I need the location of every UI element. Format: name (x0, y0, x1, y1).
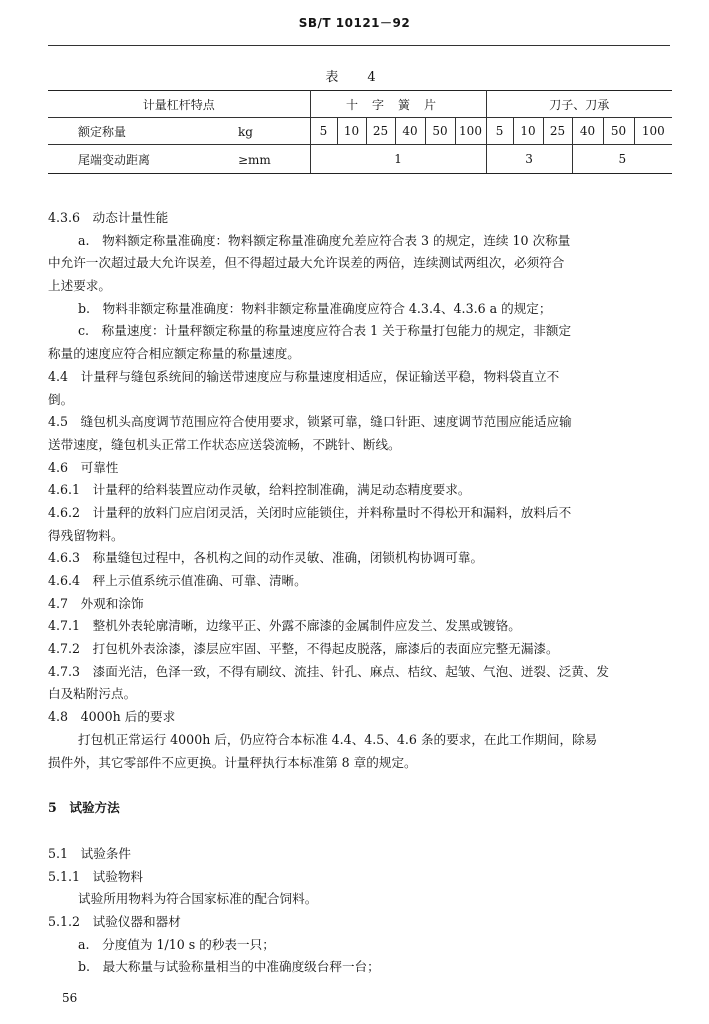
text-line: c. 称量速度：计量秤额定称量的称量速度应符合表 1 关于称量打包能力的规定，非额定 (78, 323, 572, 339)
text-line: 试验所用物料为符合国家标准的配合饲料。 (78, 891, 318, 907)
chapter-heading: 5 试验方法 (48, 800, 120, 816)
header-rule (48, 45, 670, 46)
clause-heading: 5.1 试验条件 (48, 845, 131, 861)
clause-heading: 4.3.6 动态计量性能 (48, 210, 169, 225)
group-a-label: 十字簧片 (346, 97, 451, 112)
clause-heading: 4.8 4000h 后的要求 (48, 709, 176, 725)
standard-code-header: SB/T 10121－92 (298, 16, 411, 30)
text-line: a. 物料额定称量准确度：物料额定称量准确度允差应符合表 3 的规定，连续 10 次称量 (78, 232, 571, 248)
text-line: 4.7.1 整机外表轮廓清晰，边缘平正、外露不廍漆的金属制件应发兰、发黑或镀铬。 (48, 618, 521, 634)
text-line: a. 分度值为 1/10 s 的秒表一只； (78, 936, 275, 952)
text-line: 倒。 (48, 391, 74, 407)
group-b-header: 刀子、刀承 (486, 91, 672, 118)
capacity-cell: 25 (366, 118, 395, 145)
text-line: 上述要求。 (48, 278, 111, 294)
capacity-unit: kg (238, 124, 253, 139)
text-line: b. 最大称量与试验称量相当的中准确度级台秤一台； (78, 959, 380, 975)
clause-heading: 5.1.2 试验仪器和器材 (48, 913, 181, 929)
page-number: 56 (62, 991, 78, 1005)
capacity-label-cell (48, 118, 310, 145)
text-line: 4.6.4 秤上示值系统示值准确、可靠、清晰。 (48, 573, 307, 588)
capacity-cell: 50 (603, 118, 634, 145)
capacity-cell: 100 (634, 118, 672, 145)
clause-heading: 5.1.1 试验物料 (48, 868, 144, 884)
text-line: 4.6.1 计量秤的给料装置应动作灵敏，给料控制准确，满足动态精度要求。 (48, 482, 471, 498)
tail-cell: 5 (572, 145, 672, 174)
capacity-cell: 100 (455, 118, 486, 145)
tail-unit: ≥mm (238, 152, 271, 167)
capacity-cell: 10 (337, 118, 366, 145)
body-text (48, 207, 670, 979)
table-row-tail-distance (48, 145, 672, 174)
table-row-capacity (48, 118, 672, 145)
capacity-cell: 40 (395, 118, 425, 145)
text-line: 打包机正常运行 4000h 后，仍应符合本标准 4.4、4.5、4.6 条的要求，在此工作期间，除易 (78, 731, 598, 747)
capacity-label: 额定称量 (78, 124, 127, 139)
table-header-row (48, 91, 672, 118)
tail-cell: 1 (310, 145, 486, 174)
capacity-cell: 5 (310, 118, 337, 145)
tail-label: 尾端变动距离 (78, 152, 151, 167)
text-line: 4.6.3 称量缝包过程中，各机构之间的动作灵敏、准确，闭锁机构协调可靠。 (48, 550, 484, 566)
text-line: 4.6.2 计量秤的放料门应启闭灵活，关闭时应能锁住，并料称量时不得松开和漏料，放料后不 (48, 504, 572, 520)
capacity-cell: 50 (425, 118, 455, 145)
spacer (48, 820, 670, 843)
tail-label-cell (48, 145, 310, 174)
table-4 (48, 90, 672, 174)
clause-heading: 4.6 可靠性 (48, 459, 119, 475)
text-line: b. 物料非额定称量准确度：物料非额定称量准确度应符合 4.3.4、4.3.6 a 的规定； (78, 300, 552, 316)
capacity-cell: 10 (513, 118, 543, 145)
text-line: 中允许一次超过最大允许误差，但不得超过最大允许误差的两倍，连续测试两组次，必须符合 (48, 255, 565, 271)
text-line: 得残留物料。 (48, 527, 124, 543)
text-line: 4.7.3 漆面光洁，色泽一致，不得有刷纹、流挂、针孔、麻点、桔纹、起皱、气泡、迸裂、泛黄、发 (48, 663, 609, 679)
group-a-header (310, 91, 486, 118)
capacity-cell: 25 (543, 118, 572, 145)
tail-cell: 3 (486, 145, 572, 174)
table-caption: 表 4 (325, 70, 384, 85)
text-line: 4.7.2 打包机外表涂漆，漆层应牢固、平整，不得起皮脱落，廍漆后的表面应完整无漏漆。 (48, 641, 559, 657)
text-line: 4.4 计量秤与缝包系统间的输送带速度应与称量速度相适应，保证输送平稳，物料袋直立不 (48, 368, 560, 384)
text-line: 4.5 缝包机头高度调节范围应符合使用要求，锁紧可靠，缝口针距、速度调节范围应能适应输 (48, 414, 572, 430)
text-line: 称量的速度应符合相应额定称量的称量速度。 (48, 346, 300, 362)
clause-heading: 4.7 外观和涂饰 (48, 595, 144, 611)
spacer (48, 774, 670, 797)
capacity-cell: 40 (572, 118, 603, 145)
col-group-label: 计量杠杆特点 (48, 91, 310, 118)
text-line: 送带速度，缝包机头正常工作状态应送袋流畅，不跳针、断线。 (48, 436, 401, 452)
text-line: 白及粘附污点。 (48, 686, 137, 702)
capacity-cell: 5 (486, 118, 513, 145)
text-line: 损件外，其它零部件不应更换。计量秤执行本标准第 8 章的规定。 (48, 754, 417, 770)
